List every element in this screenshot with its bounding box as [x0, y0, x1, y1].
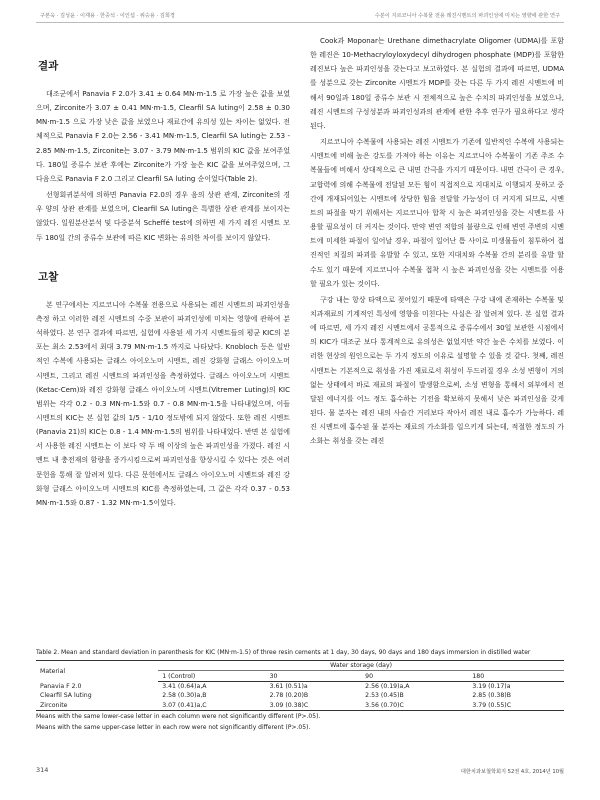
- table-note: Means with the same upper-case letter in each row were not significantly different (P>.05).: [36, 723, 311, 731]
- row-value: 2.85 (0.38)B: [472, 692, 511, 700]
- results-paragraph: 대조군에서 Panavia F 2.0가 3.41 ± 0.64 MN·m-1.5 로 가장 높은 값을 보였으며, Zirconite가 3.07 ± 0.41 MN·m-1.5, Clearfil SA luting이 2.58 ± 0.30 MN·m-1.5 으로 가장 낮은 값을 보였으나 재료간에 유의성 있는 차이는 없었다. 전체적으로 Panavia F 2.0는 2.56 - 3.41 MN·m-1.5, Clearfil SA luting는 2.53 - 2.85 MN·m-1.5, Zirconite는 3.07 - 3.79 MN·m-1.5 범위의 KIC 값을 보여주었다. 180일 증류수 보관 후에는 Zirconite가 가장 높은 KIC 값을 보여주었으며, 그 다음으로 Panavia F 2.0 그리고 Clearfil SA luting 순이었다(Table 2).: [36, 90, 290, 183]
- kic-table: [36, 660, 564, 711]
- row-value: 3.79 (0.55)C: [468, 701, 564, 711]
- page-number: 314: [36, 766, 49, 774]
- row-value: 2.78 (0.20)B: [269, 692, 309, 700]
- running-header-authors: 구본욱 · 김성윤 · 이재용 · 한중석 · 이인섭 · 위승용 · 김희경: [40, 13, 175, 19]
- column-header: 90: [361, 671, 468, 681]
- column-header: 180: [468, 671, 564, 681]
- header-divider: [36, 22, 564, 23]
- column-header: 1 (Control): [158, 671, 265, 681]
- journal-citation: 대한치과보철학회지 52권 4호, 2014년 10월: [460, 769, 564, 775]
- discussion-heading: 고찰: [38, 270, 59, 283]
- row-material: Panavia F 2.0: [40, 682, 82, 690]
- row-value: 3.09 (0.38)C: [266, 701, 362, 711]
- water-storage-header: Water storage (day): [158, 661, 564, 671]
- row-material: Zirconite: [36, 701, 158, 711]
- left-column: [36, 34, 290, 512]
- row-value: 2.53 (0.45)B: [365, 692, 404, 700]
- row-value: 3.41 (0.64)a,A: [162, 682, 207, 690]
- material-header: Material: [36, 661, 158, 682]
- row-value: 3.07 (0.41)a,C: [158, 701, 265, 711]
- column-header: 30: [266, 671, 362, 681]
- results-paragraph: 선형회귀분석에 의하면 Panavia F2.0의 경우 음의 상관 관계, Zirconite의 경우 양의 상관 관계를 보였으며, Clearfil SA luting은 특별한 상관 관계를 보이지는 않았다. 일원분산분석 및 다중분석 Scheffé test에 의하면 세 가지 레진 시멘트 모두 180일 간의 증류수 보관에 따른 KIC 변화는 유의한 차이를 보이지 않았다.: [36, 191, 290, 242]
- row-value: 3.19 (0.17)a: [472, 682, 511, 690]
- discussion-paragraph: 본 연구에서는 지르코니아 수복물 전용으로 사용되는 레진 시멘트의 파괴인성을 측정 하고 이러한 레진 시멘트의 수중 보관이 파괴인성에 미치는 영향에 관하여 분석하였다. 본 연구 결과에 따르면, 실험에 사용된 세 가지 시멘트들의 평균 KIC의 분포는 최소 2.53에서 최대 3.79 MN·m-1.5 까지로 나타났다. Knobloch 등은 일반적인 수복에 사용되는 글래스 아이오노머 시멘트, 레진 강화형 글래스 아이오노머 시멘트, 그리고 레진 시멘트의 파괴인성을 측정하였다. 글래스 아이오노머 시멘트(Ketac-Cem)와 레진 강화형 글래스 아이오노머 시멘트(Vitremer Luting)의 KIC 범위는 각각 0.2 - 0.3 MN·m-1.5와 0.7 - 0.8 MN·m-1.5을 나타내었으며, 이들 시멘트의 KIC는 본 실험 값의 1/5 - 1/10 정도밖에 되지 않았다. 또한 레진 시멘트(Panavia 21)의 KIC는 0.8 - 1.4 MN·m-1.5의 범위를 나타내었다. 반면 본 실험에서 사용한 레진 시멘트는 이 보다 약 두 배 이상의 높은 파괴인성을 가졌다. 레진 시멘트 내 충전재의 함량을 증가시킴으로써 파괴인성을 향상시킬 수 있다는 것은 여러 문헌을 통해 잘 알려져 있다. 다른 문헌에서도 글래스 아이오노머 시멘트와 레진 강화형 글래스 아이오노머 시멘트의 KIC를 측정하였는데, 그 값은 각각 0.37 - 0.53 MN·m-1.5와 0.87 - 1.32 MN·m-1.5이었다.: [36, 300, 290, 507]
- row-value: 3.61 (0.51)a: [269, 682, 308, 690]
- table-row: [36, 701, 564, 711]
- table-row: [36, 681, 564, 691]
- table-caption: Table 2. Mean and standard deviation in parenthesis for KIC (MN·m-1.5) of three resin cements at 1 day, 30 days, 90 days and 180 days immersion in distilled water: [36, 649, 531, 656]
- discussion-paragraph: Cook과 Moponar는 Urethane dimethacrylate Oligomer (UDMA)를 포함한 레진은 10-Methacryloyloxydecyl dihydrogen phosphate (MDP)를 포함한 레진보다 높은 파괴인성을 갖는다고 보고하였다. 본 실험의 결과에 따르면, UDMA를 성분으로 갖는 Zirconite 시멘트가 MDP를 갖는 다른 두 가지 레진 시멘트에 비해서 90일과 180일 증류수 보관 시 전체적으로 높은 수치의 파괴인성을 보였으나, 레진 시멘트의 구성성분과 파괴인성과의 관계에 관한 추후 연구가 필요하다고 생각된다.: [310, 37, 564, 130]
- table-row: [36, 691, 564, 700]
- row-value: 2.58 (0.30)a,B: [162, 692, 207, 700]
- right-column: [310, 34, 564, 451]
- discussion-paragraph: 구강 내는 항상 타액으로 젖어있기 때문에 타액은 구강 내에 존재하는 수복물 및 치과재료의 기계적인 특성에 영향을 미친다는 사실은 잘 알려져 있다. 본 실험 결과에 따르면, 세 가지 레진 시멘트에서 공통적으로 증류수에서 30일 보관한 시점에서의 KIC가 대조군 보다 통계적으로 유의성은 없었지만 약간 높은 수치를 보였다. 이러한 현상의 원인으로는 두 가지 정도의 이유로 설명할 수 있을 것 같다. 첫째, 레진 시멘트는 기본적으로 취성을 가진 재료로서 취성이 두드러질 경우 소성 변형이 거의 없는 상태에서 바로 재료의 파절이 발생함으로써, 소성 변형을 통해서 외부에서 전달된 에너지를 어느 정도 흡수하는 기전을 확보하지 못해서 낮은 파괴인성을 갖게 된다. 물 분자는 레진 내의 사슬간 거리보다 작아서 레진 내로 흡수가 가능하다. 레진 시멘트에 흡수된 물 분자는 재료의 가소화를 일으키게 되는데, 적절한 정도의 가소화는 취성을 갖는 레진: [310, 295, 564, 446]
- table-note: Means with the same lower-case letter in each column were not significantly different (P>.05).: [36, 712, 321, 720]
- discussion-paragraph: 지르코니아 수복물에 사용되는 레진 시멘트가 기존에 일반적인 수복에 사용되는 시멘트에 비해 높은 강도를 가져야 하는 이유는 지르코니아 수복물이 기존 주조 수복물들에 비해서 상대적으로 큰 내면 간극을 가지기 때문이다. 내면 간극이 큰 경우, 교합력에 의해 수복물에 전달된 모든 힘이 직접적으로 지대치로 이행되지 못하고 중간에 개재되어있는 시멘트에 상당한 힘을 전달할 가능성이 더 커지게 되므로, 시멘트의 파절을 막기 위해서는 지르코니아 합착 시 높은 파괴인성을 갖는 시멘트를 사용할 필요성이 더 커지는 것이다. 만약 변연 적합의 불량으로 인해 변연 주변의 시멘트에 미세한 파절이 일어날 경우, 파절이 일어난 틈 사이로 미생물들이 침투하여 접진적인 치질의 파괴를 유발할 수 있고, 또한 지대치와 수복물 간의 분리를 유발 할 수도 있기 때문에 지르코니아 수복물 접착 시 높은 파괴인성을 갖는 시멘트를 이용할 필요가 있는 것이다.: [310, 138, 564, 288]
- table-2: [36, 648, 564, 733]
- row-value: 3.56 (0.70)C: [361, 701, 468, 711]
- results-heading: 결과: [38, 60, 59, 72]
- row-material: Clearfil SA luting: [40, 692, 92, 700]
- row-value: 2.56 (0.19)a,A: [365, 682, 410, 690]
- running-header-title: 수분이 지르코니아 수복물 전용 레진시멘트의 파괴인성에 미치는 영향에 관한 연구: [374, 13, 560, 19]
